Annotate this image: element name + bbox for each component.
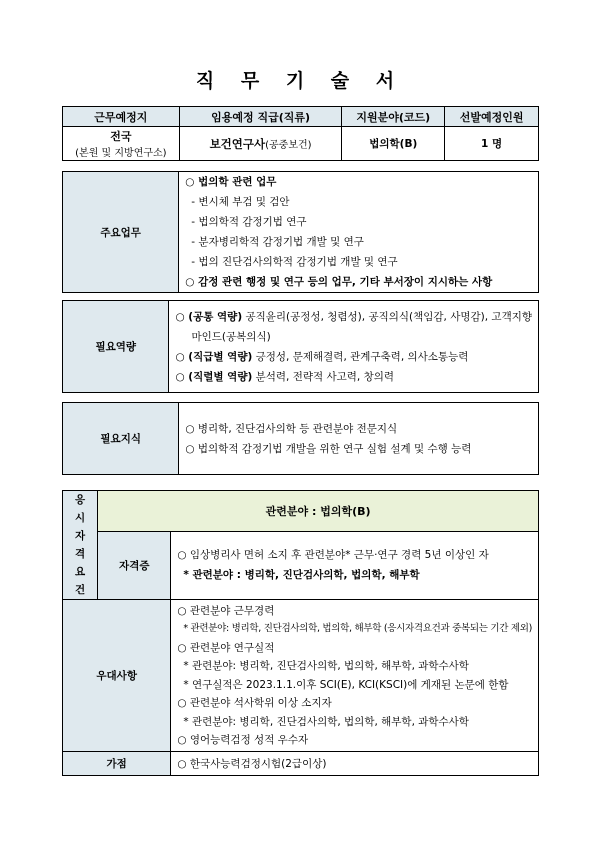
count-cell: 1 명 xyxy=(445,127,539,161)
bonus-content: ○ 한국사능력검정시험(2급이상) xyxy=(171,752,539,776)
knowledge-line: ○ 병리학, 진단검사의학 등 관련분야 전문지식 xyxy=(185,422,398,435)
pref-line: ○ 영어능력검정 성적 우수자 xyxy=(177,734,309,746)
competency-table xyxy=(62,300,539,393)
duty-line: ○ 법의학 관련 업무 xyxy=(185,176,277,188)
pref-line: ○ 관련분야 연구실적 xyxy=(177,641,275,654)
cert-content xyxy=(171,531,539,599)
duty-line: - 변시체 부검 및 검안 xyxy=(191,196,290,208)
field-cell: 법의학(B) xyxy=(342,127,445,161)
cert-line: ○ 임상병리사 면허 소지 후 관련분야* 근무·연구 경력 5년 이상인 자 xyxy=(177,549,489,562)
qualification-side-label: 응 시 자 격 요 건 xyxy=(63,491,98,600)
pref-line: ○ 관련분야 근무경력 xyxy=(177,604,275,617)
cert-label: 자격증 xyxy=(98,531,171,599)
rank-sub: (공중보건) xyxy=(265,139,312,151)
duties-content xyxy=(179,172,539,293)
header-field: 지원분야(코드) xyxy=(342,107,445,127)
cert-note: * 관련분야 : 병리학, 진단검사의학, 법의학, 해부학 xyxy=(183,569,420,582)
pref-content xyxy=(171,600,539,752)
common-competency-cont: 마인드(공복의식) xyxy=(191,330,271,343)
position-table xyxy=(62,106,539,161)
common-competency-title: ○ (공통 역량) xyxy=(175,310,243,323)
header-rank: 임용예정 직급(직류) xyxy=(179,107,342,127)
duty-line: - 법의학적 감정기법 연구 xyxy=(191,216,307,228)
bonus-label: 가점 xyxy=(63,752,171,776)
header-location: 근무예정지 xyxy=(63,107,180,127)
pref-note: * 관련분야: 병리학, 진단검사의학, 법의학, 해부학, 과학수사학 xyxy=(183,715,469,728)
competency-label: 필요역량 xyxy=(63,301,169,393)
rank-competency-title: ○ (직급별 역량) xyxy=(175,350,253,363)
pref-note: * 연구실적은 2023.1.1.이후 SCI(E), KCI(KSCI)에 게재된 논문에 한함 xyxy=(183,678,509,691)
location-sub: (본원 및 지방연구소) xyxy=(75,148,167,159)
location-main: 전국 xyxy=(110,130,132,143)
field-header: 관련분야 : 법의학(B) xyxy=(98,491,539,532)
pref-note: * 관련분야: 병리학, 진단검사의학, 법의학, 해부학 (응시자격요건과 중복되는 기간 제외) xyxy=(183,623,532,634)
rank-main: 보건연구사 xyxy=(209,136,266,151)
duty-line: - 분자병리학적 감정기법 개발 및 연구 xyxy=(191,236,364,248)
header-count: 선발예정인원 xyxy=(445,107,539,127)
duties-table xyxy=(62,171,539,293)
knowledge-line: ○ 법의학적 감정기법 개발을 위한 연구 실험 설계 및 수행 능력 xyxy=(185,442,472,455)
qualification-table xyxy=(62,490,539,776)
rank-competency-text: 긍정성, 문제해결력, 관계구축력, 의사소통능력 xyxy=(252,350,469,363)
series-competency-text: 분석력, 전략적 사고력, 창의력 xyxy=(252,370,395,383)
series-competency-title: ○ (직렬별 역량) xyxy=(175,370,253,383)
location-cell xyxy=(63,127,180,161)
rank-cell xyxy=(179,127,342,161)
pref-line: ○ 관련분야 석사학위 이상 소지자 xyxy=(177,697,332,709)
pref-label: 우대사항 xyxy=(63,600,171,752)
document-title: 직 무 기 술 서 xyxy=(195,70,405,92)
competency-content xyxy=(169,301,539,393)
knowledge-label: 필요지식 xyxy=(63,403,179,475)
duty-line: - 법의 진단검사의학적 감정기법 개발 및 연구 xyxy=(191,256,398,268)
duty-line: ○ 감정 관련 행정 및 연구 등의 업무, 기타 부서장이 지시하는 사항 xyxy=(185,276,493,288)
knowledge-content xyxy=(179,403,539,475)
duties-label: 주요업무 xyxy=(63,172,179,293)
pref-note: * 관련분야: 병리학, 진단검사의학, 법의학, 해부학, 과학수사학 xyxy=(183,660,469,672)
knowledge-table xyxy=(62,402,539,475)
common-competency-text: 공직윤리(공정성, 청렴성), 공직의식(책임감, 사명감), 고객지향 xyxy=(242,310,532,323)
